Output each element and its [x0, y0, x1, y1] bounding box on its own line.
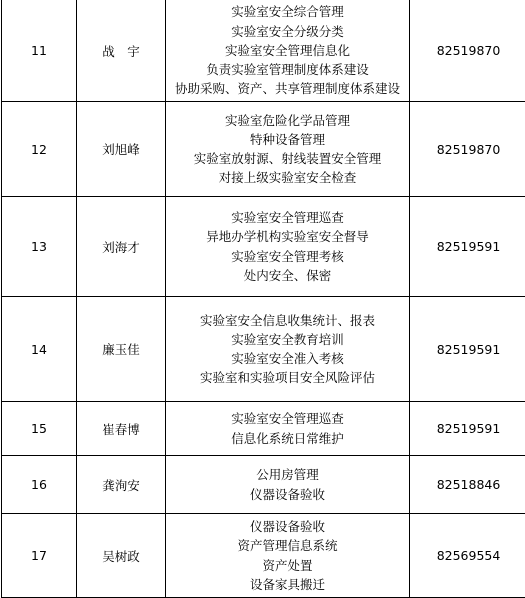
table-row: [2, 514, 525, 598]
duty-item: 实验室放射源、射线装置安全管理: [166, 149, 409, 168]
row-number: 14: [2, 297, 77, 402]
table-row: [2, 102, 525, 197]
duty-item: 负责实验室管理制度体系建设: [166, 60, 409, 79]
staff-name: 龚洵安: [77, 456, 166, 514]
duty-list: [166, 0, 410, 102]
phone-number: 82519591: [410, 402, 525, 456]
duty-item: 仪器设备验收: [166, 517, 409, 536]
duty-item: 信息化系统日常维护: [166, 429, 409, 448]
row-number: 17: [2, 514, 77, 598]
table-row: [2, 197, 525, 297]
row-number: 16: [2, 456, 77, 514]
table-body: [2, 0, 525, 598]
duty-item: 仪器设备验收: [166, 485, 409, 504]
duty-item: 处内安全、保密: [166, 266, 409, 285]
row-number: 12: [2, 102, 77, 197]
duty-item: 实验室安全管理巡查: [166, 208, 409, 227]
duty-item: 实验室安全管理信息化: [166, 41, 409, 60]
duty-item: 实验室和实验项目安全风险评估: [166, 368, 409, 387]
phone-number: 82519591: [410, 197, 525, 297]
row-number: 15: [2, 402, 77, 456]
duty-item: 实验室安全信息收集统计、报表: [166, 311, 409, 330]
duty-item: 公用房管理: [166, 465, 409, 484]
duty-list: [166, 297, 410, 402]
phone-number: 82518846: [410, 456, 525, 514]
staff-name: 战 宇: [77, 0, 166, 102]
duty-item: 实验室安全准入考核: [166, 349, 409, 368]
staff-name: 刘旭峰: [77, 102, 166, 197]
row-number: 11: [2, 0, 77, 102]
staff-name: 吴树政: [77, 514, 166, 598]
table-row: [2, 297, 525, 402]
staff-name: 崔春博: [77, 402, 166, 456]
phone-number: 82569554: [410, 514, 525, 598]
duty-list: [166, 197, 410, 297]
duty-item: 异地办学机构实验室安全督导: [166, 227, 409, 246]
phone-number: 82519870: [410, 102, 525, 197]
duty-item: 实验室安全分级分类: [166, 22, 409, 41]
table-row: [2, 0, 525, 102]
duty-item: 特种设备管理: [166, 130, 409, 149]
table-row: [2, 456, 525, 514]
duty-item: 设备家具搬迁: [166, 575, 409, 594]
row-number: 13: [2, 197, 77, 297]
duty-item: 资产处置: [166, 556, 409, 575]
duty-list: [166, 456, 410, 514]
duty-list: [166, 514, 410, 598]
staff-name: 廉玉佳: [77, 297, 166, 402]
duty-list: [166, 402, 410, 456]
duty-list: [166, 102, 410, 197]
table-row: [2, 402, 525, 456]
duty-item: 实验室安全综合管理: [166, 2, 409, 21]
duty-item: 协助采购、资产、共享管理制度体系建设: [166, 79, 409, 98]
duty-item: 对接上级实验室安全检查: [166, 168, 409, 187]
duty-item: 实验室安全管理巡查: [166, 409, 409, 428]
phone-number: 82519591: [410, 297, 525, 402]
duty-item: 资产管理信息系统: [166, 536, 409, 555]
duty-item: 实验室安全教育培训: [166, 330, 409, 349]
staff-duty-table: [1, 0, 525, 598]
phone-number: 82519870: [410, 0, 525, 102]
duty-item: 实验室安全管理考核: [166, 247, 409, 266]
staff-name: 刘海才: [77, 197, 166, 297]
duty-item: 实验室危险化学品管理: [166, 111, 409, 130]
